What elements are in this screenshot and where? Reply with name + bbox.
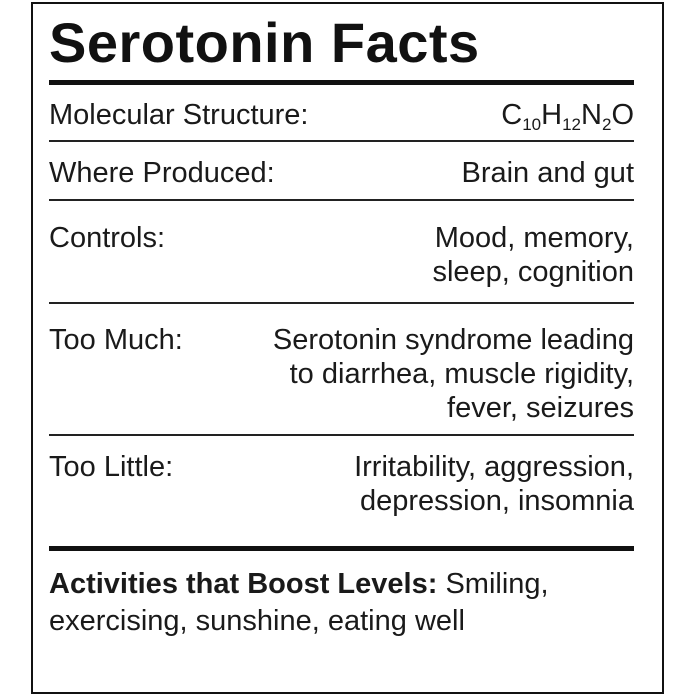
row-too-little	[49, 450, 634, 520]
row-label: Too Little:	[49, 451, 174, 483]
row-label: Too Much:	[49, 324, 183, 356]
row-value: Mood, memory, sleep, cognition	[432, 222, 634, 288]
row-value: Irritability, aggression, depression, insomnia	[354, 451, 634, 517]
row-label: Where Produced:	[49, 157, 275, 189]
activities-divider	[49, 546, 634, 551]
activities-text: Smiling, exercising, sunshine, eating well	[49, 568, 549, 637]
activities-section	[49, 566, 634, 640]
row-divider	[49, 302, 634, 304]
molecular-formula: $C_{10}H_{12}N_2O$	[501, 99, 634, 134]
row-divider	[49, 199, 634, 201]
row-label: Molecular Structure:	[49, 99, 309, 131]
row-controls	[49, 221, 634, 291]
row-too-much	[49, 323, 634, 427]
title-divider	[49, 80, 634, 85]
card-title: Serotonin Facts	[49, 11, 480, 74]
activities-heading: Activities that Boost Levels:	[49, 568, 438, 600]
row-value: Brain and gut	[461, 157, 634, 189]
row-where-produced	[49, 156, 634, 192]
row-label: Controls:	[49, 222, 166, 254]
row-divider	[49, 434, 634, 436]
row-divider	[49, 140, 634, 142]
row-value: Serotonin syndrome leading to diarrhea, muscle rigidity, fever, seizures	[272, 324, 634, 424]
row-molecular-structure	[49, 98, 634, 134]
serotonin-facts-card	[31, 2, 664, 694]
